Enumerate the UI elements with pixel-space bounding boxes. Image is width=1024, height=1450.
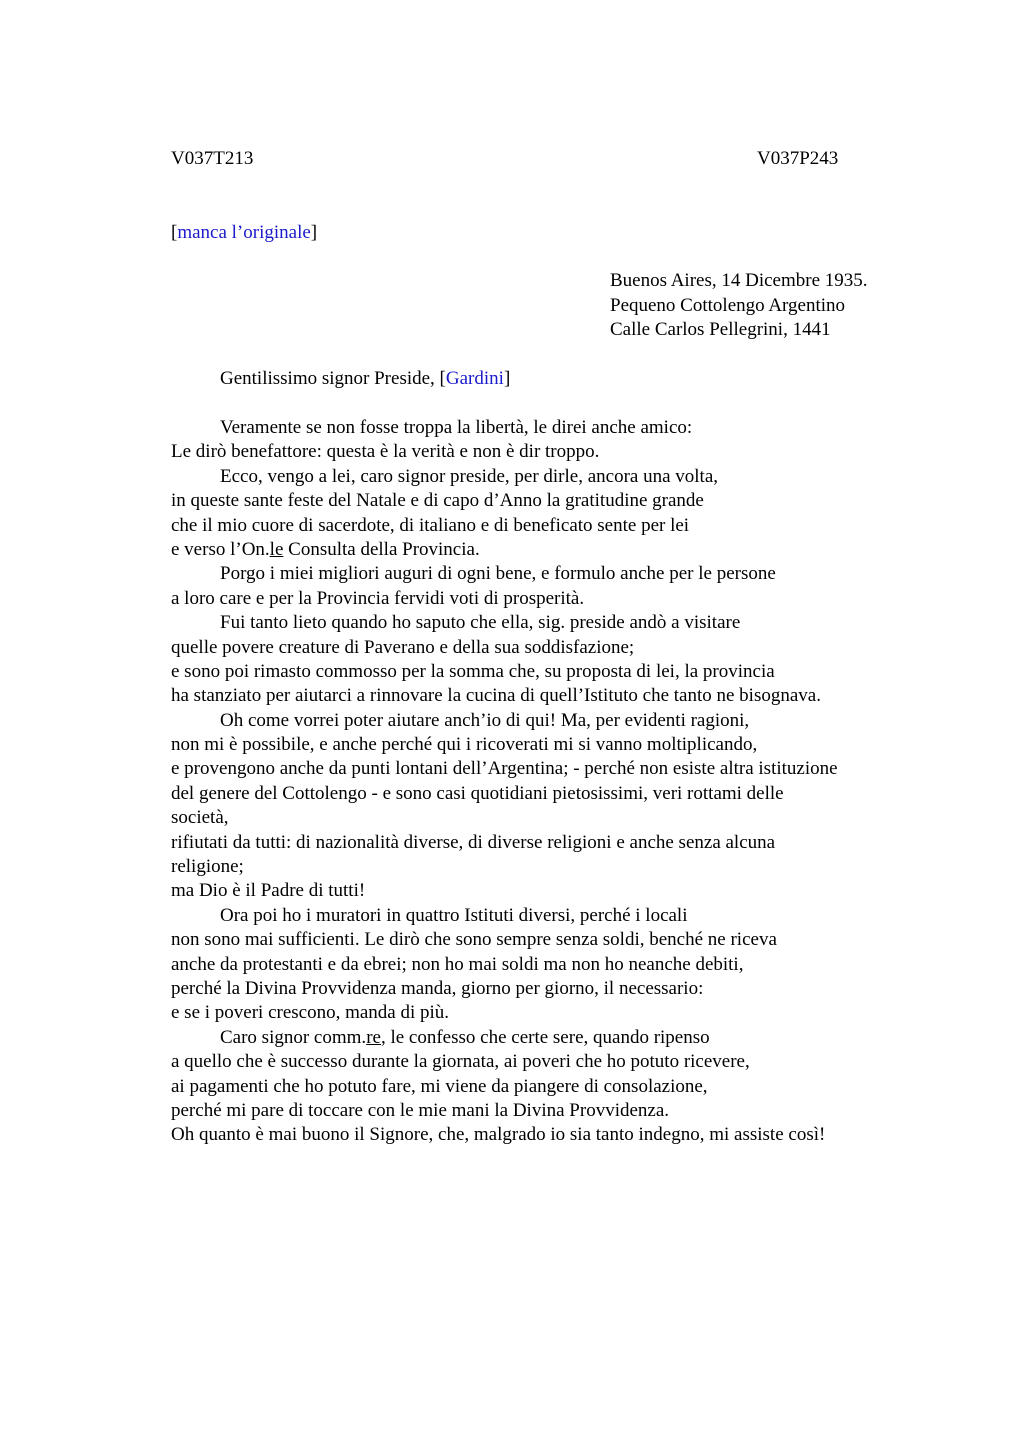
text-line: in queste sante feste del Natale e di capo d’Anno la gratitudine grande xyxy=(171,490,704,512)
text-line: rifiutati da tutti: di nazionalità diverse, di diverse religioni e anche senza alcuna xyxy=(171,831,776,853)
text-line: non sono mai sufficienti. Le dirò che sono sempre senza soldi, benché ne riceva xyxy=(171,929,777,951)
text-line: a quello che è successo durante la giornata, ai poveri che ho potuto ricevere, xyxy=(171,1051,750,1073)
text-line: Le dirò benefattore: questa è la verità e non è dir troppo. xyxy=(171,441,600,463)
text-line: ma Dio è il Padre di tutti! xyxy=(171,880,366,902)
text-line: Oh quanto è mai buono il Signore, che, malgrado io sia tanto indegno, mi assiste così! xyxy=(171,1124,826,1146)
text-line: società, xyxy=(171,807,229,829)
text-segment: Caro signor comm. xyxy=(220,1026,367,1048)
underlined-abbreviation: re xyxy=(366,1026,381,1048)
salutation xyxy=(220,367,510,391)
underlined-abbreviation: le xyxy=(269,538,284,560)
text-line: Veramente se non fosse troppa la libertà, le direi anche amico: xyxy=(220,417,693,438)
text-line: anche da protestanti e da ebrei; non ho mai soldi ma non ho neanche debiti, xyxy=(171,953,744,975)
text-line: e se i poveri crescono, manda di più. xyxy=(171,1002,450,1024)
text-line: del genere del Cottolengo - e sono casi quotidiani pietosissimi, veri rottami delle xyxy=(171,782,784,804)
reference-code-right: V037P243 xyxy=(757,148,839,169)
editorial-note-text: manca l’originale xyxy=(177,222,311,243)
recipient-name: Gardini xyxy=(445,368,504,389)
text-line xyxy=(171,1026,911,1050)
address-line-date: Buenos Aires, 14 Dicembre 1935. xyxy=(610,270,868,291)
sender-address xyxy=(610,269,868,343)
text-line: ha stanziato per aiutarci a rinnovare la cucina di quell’Istituto che tanto ne bisognava. xyxy=(171,685,821,707)
text-line: quelle povere creature di Paverano e della sua soddisfazione; xyxy=(171,636,635,658)
letter-body xyxy=(171,416,911,1148)
text-line: che il mio cuore di sacerdote, di italiano e di beneficato sente per lei xyxy=(171,514,690,536)
text-line xyxy=(171,538,911,562)
text-line: ai pagamenti che ho potuto fare, mi viene da piangere di consolazione, xyxy=(171,1075,708,1097)
bracket-open: [ xyxy=(171,222,178,243)
text-line: e provengono anche da punti lontani dell’Argentina; - perché non esiste altra istituzione xyxy=(171,758,838,780)
text-segment: , le confesso che certe sere, quando ripenso xyxy=(380,1026,710,1048)
editorial-note xyxy=(171,221,317,245)
text-segment: e verso l’On. xyxy=(171,538,270,560)
text-line: Fui tanto lieto quando ho saputo che ella, sig. preside andò a visitare xyxy=(220,612,741,634)
bracket-close: ] xyxy=(310,222,318,243)
salutation-text: Gentilissimo signor Preside, [ xyxy=(220,368,446,389)
reference-code-left: V037T213 xyxy=(171,148,254,169)
text-line: perché mi pare di toccare con le mie mani la Divina Provvidenza. xyxy=(171,1099,670,1121)
text-line: e sono poi rimasto commosso per la somma che, su proposta di lei, la provincia xyxy=(171,660,775,682)
text-line: Porgo i miei migliori auguri di ogni bene, e formulo anche per le persone xyxy=(220,563,776,585)
text-line: Ecco, vengo a lei, caro signor preside, per dirle, ancora una volta, xyxy=(220,465,719,487)
address-line-street: Calle Carlos Pellegrini, 1441 xyxy=(610,319,831,340)
address-line-institution: Pequeno Cottolengo Argentino xyxy=(610,294,846,316)
text-line: a loro care e per la Provincia fervidi voti di prosperità. xyxy=(171,587,585,609)
text-line: religione; xyxy=(171,856,244,878)
text-line: Ora poi ho i muratori in quattro Istituti diversi, perché i locali xyxy=(220,904,688,926)
bracket-close: ] xyxy=(503,368,511,389)
text-line: perché la Divina Provvidenza manda, giorno per giorno, il necessario: xyxy=(171,977,704,999)
text-line: non mi è possibile, e anche perché qui i ricoverati mi si vanno moltiplicando, xyxy=(171,734,758,756)
text-segment: Consulta della Provincia. xyxy=(283,538,480,560)
text-line: Oh come vorrei poter aiutare anch’io di qui! Ma, per evidenti ragioni, xyxy=(220,709,750,731)
